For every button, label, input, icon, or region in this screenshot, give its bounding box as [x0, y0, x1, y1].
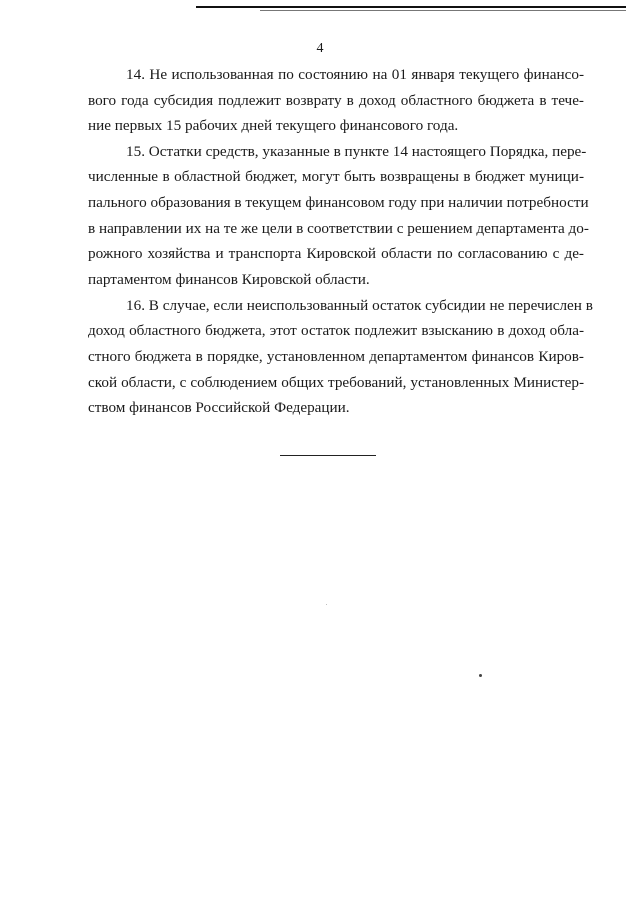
- scan-speck: [326, 604, 327, 605]
- paragraph-line: 15. Остатки средств, указанные в пункте 14 настоящего Порядка, пере-: [126, 143, 587, 160]
- paragraph-line: стного бюджета в порядке, установленном департаментом финансов Киров-: [88, 348, 584, 365]
- paragraph-line: 14. Не использованная по состоянию на 01 января текущего финансо-: [126, 66, 584, 83]
- paragraph-line: партаментом финансов Кировской области.: [88, 271, 370, 288]
- page-number: 4: [316, 41, 324, 56]
- paragraph-line: ние первых 15 рабочих дней текущего финансового года.: [88, 117, 459, 134]
- paragraph-line: численные в областной бюджет, могут быть возвращены в бюджет муници-: [88, 168, 584, 185]
- paragraph-line: пального образования в текущем финансовом году при наличии потребности: [88, 194, 589, 211]
- paragraph-line: вого года субсидия подлежит возврату в доход областного бюджета в тече-: [88, 92, 584, 109]
- scan-speck: [479, 674, 482, 677]
- paragraph-line: 16. В случае, если неиспользованный остаток субсидии не перечислен в: [126, 297, 593, 314]
- paragraph-line: ством финансов Российской Федерации.: [88, 399, 350, 416]
- paragraph-line: доход областного бюджета, этот остаток подлежит взысканию в доход обла-: [88, 322, 584, 339]
- end-of-text-rule: [280, 455, 376, 456]
- top-border-line: [196, 6, 626, 8]
- paragraph-line: в направлении их на те же цели в соответствии с решением департамента до-: [88, 220, 589, 237]
- paragraph-line: рожного хозяйства и транспорта Кировской области по согласованию с де-: [88, 245, 584, 262]
- top-border-shadow-line: [260, 10, 626, 11]
- paragraph-line: ской области, с соблюдением общих требований, установленных Министер-: [88, 374, 584, 391]
